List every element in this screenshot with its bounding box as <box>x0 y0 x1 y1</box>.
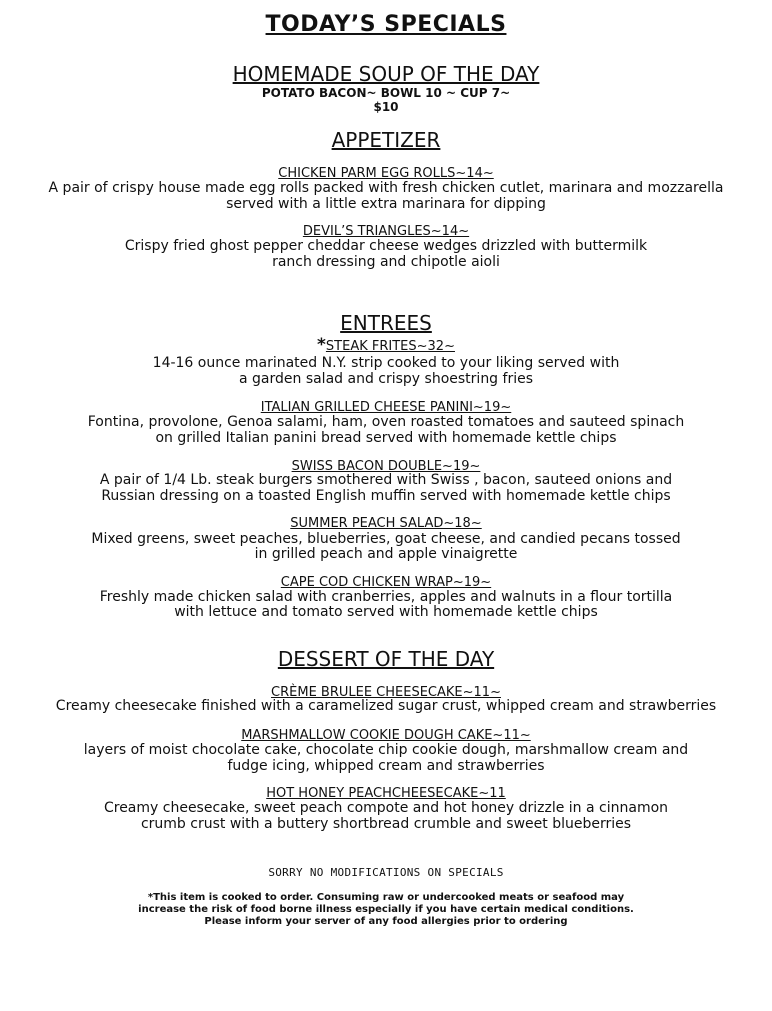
entree-item-name: SWISS BACON DOUBLE~19~ <box>291 459 481 474</box>
entrees-heading: ENTREES <box>340 311 432 335</box>
page-title: TODAY’S SPECIALS <box>265 12 507 37</box>
dessert-item-desc: Creamy cheesecake finished with a caramelized sugar crust, whipped cream and strawberries <box>55 698 717 714</box>
food-safety-disclaimer-line: increase the risk of food borne illness especially if you have certain medical conditions. <box>138 904 634 915</box>
entree-item-desc: Freshly made chicken salad with cranberries, apples and walnuts in a flour tortilla <box>99 589 673 605</box>
entree-item-desc: a garden salad and crispy shoestring fries <box>238 371 534 387</box>
dessert-heading: DESSERT OF THE DAY <box>277 647 495 671</box>
appetizer-item-name: DEVIL’S TRIANGLES~14~ <box>302 224 470 239</box>
dessert-item-desc: Creamy cheesecake, sweet peach compote and hot honey drizzle in a cinnamon <box>103 800 669 816</box>
dessert-item-desc: fudge icing, whipped cream and strawberries <box>227 758 545 774</box>
dessert-item-desc: layers of moist chocolate cake, chocolate chip cookie dough, marshmallow cream and <box>83 742 689 758</box>
dessert-item-name: MARSHMALLOW COOKIE DOUGH CAKE~11~ <box>241 728 531 743</box>
cooked-to-order-marker: * <box>317 335 326 355</box>
entree-item-title: STEAK FRITES~32~ <box>325 339 455 354</box>
entree-item-name: SUMMER PEACH SALAD~18~ <box>290 516 482 531</box>
appetizer-heading: APPETIZER <box>331 128 441 152</box>
appetizer-item-desc: ranch dressing and chipotle aioli <box>272 254 500 270</box>
entree-item-desc: Russian dressing on a toasted English muffin served with homemade kettle chips <box>101 488 671 504</box>
appetizer-item-desc: Crispy fried ghost pepper cheddar cheese wedges drizzled with buttermilk <box>124 238 648 254</box>
appetizer-item-desc: A pair of crispy house made egg rolls packed with fresh chicken cutlet, marinara and mozzarella <box>48 180 724 196</box>
food-safety-disclaimer-line: Please inform your server of any food allergies prior to ordering <box>204 916 568 927</box>
entree-item-desc: Fontina, provolone, Genoa salami, ham, oven roasted tomatoes and sauteed spinach <box>87 414 685 430</box>
appetizer-item-name: CHICKEN PARM EGG ROLLS~14~ <box>278 166 494 181</box>
entree-item-name: ITALIAN GRILLED CHEESE PANINI~19~ <box>260 400 512 415</box>
entree-item-desc: Mixed greens, sweet peaches, blueberries, goat cheese, and candied pecans tossed <box>91 531 681 547</box>
dessert-item-name: HOT HONEY PEACHCHEESECAKE~11 <box>266 786 506 801</box>
soup-heading: HOMEMADE SOUP OF THE DAY <box>232 62 540 86</box>
entree-item-name: CAPE COD CHICKEN WRAP~19~ <box>280 575 492 590</box>
soup-price-line: POTATO BACON~ BOWL 10 ~ CUP 7~ <box>261 86 511 100</box>
appetizer-item-desc: served with a little extra marinara for dipping <box>226 196 546 212</box>
entree-item-desc: 14-16 ounce marinated N.Y. strip cooked to your liking served with <box>152 355 620 371</box>
entree-item-desc: in grilled peach and apple vinaigrette <box>254 546 518 562</box>
entree-item-name <box>0 335 772 355</box>
entree-item-desc: with lettuce and tomato served with homemade kettle chips <box>174 604 598 620</box>
entree-item-desc: A pair of 1/4 Lb. steak burgers smothered with Swiss , bacon, sauteed onions and <box>99 472 673 488</box>
dessert-item-name: CRÈME BRULEE CHEESECAKE~11~ <box>271 685 501 700</box>
food-safety-disclaimer-line: *This item is cooked to order. Consuming raw or undercooked meats or seafood may <box>147 892 625 903</box>
dessert-item-desc: crumb crust with a buttery shortbread crumble and sweet blueberries <box>140 816 632 832</box>
entree-item-desc: on grilled Italian panini bread served with homemade kettle chips <box>155 430 617 446</box>
soup-price-line-2: $10 <box>373 100 399 114</box>
no-modifications-note: SORRY NO MODIFICATIONS ON SPECIALS <box>268 866 504 879</box>
